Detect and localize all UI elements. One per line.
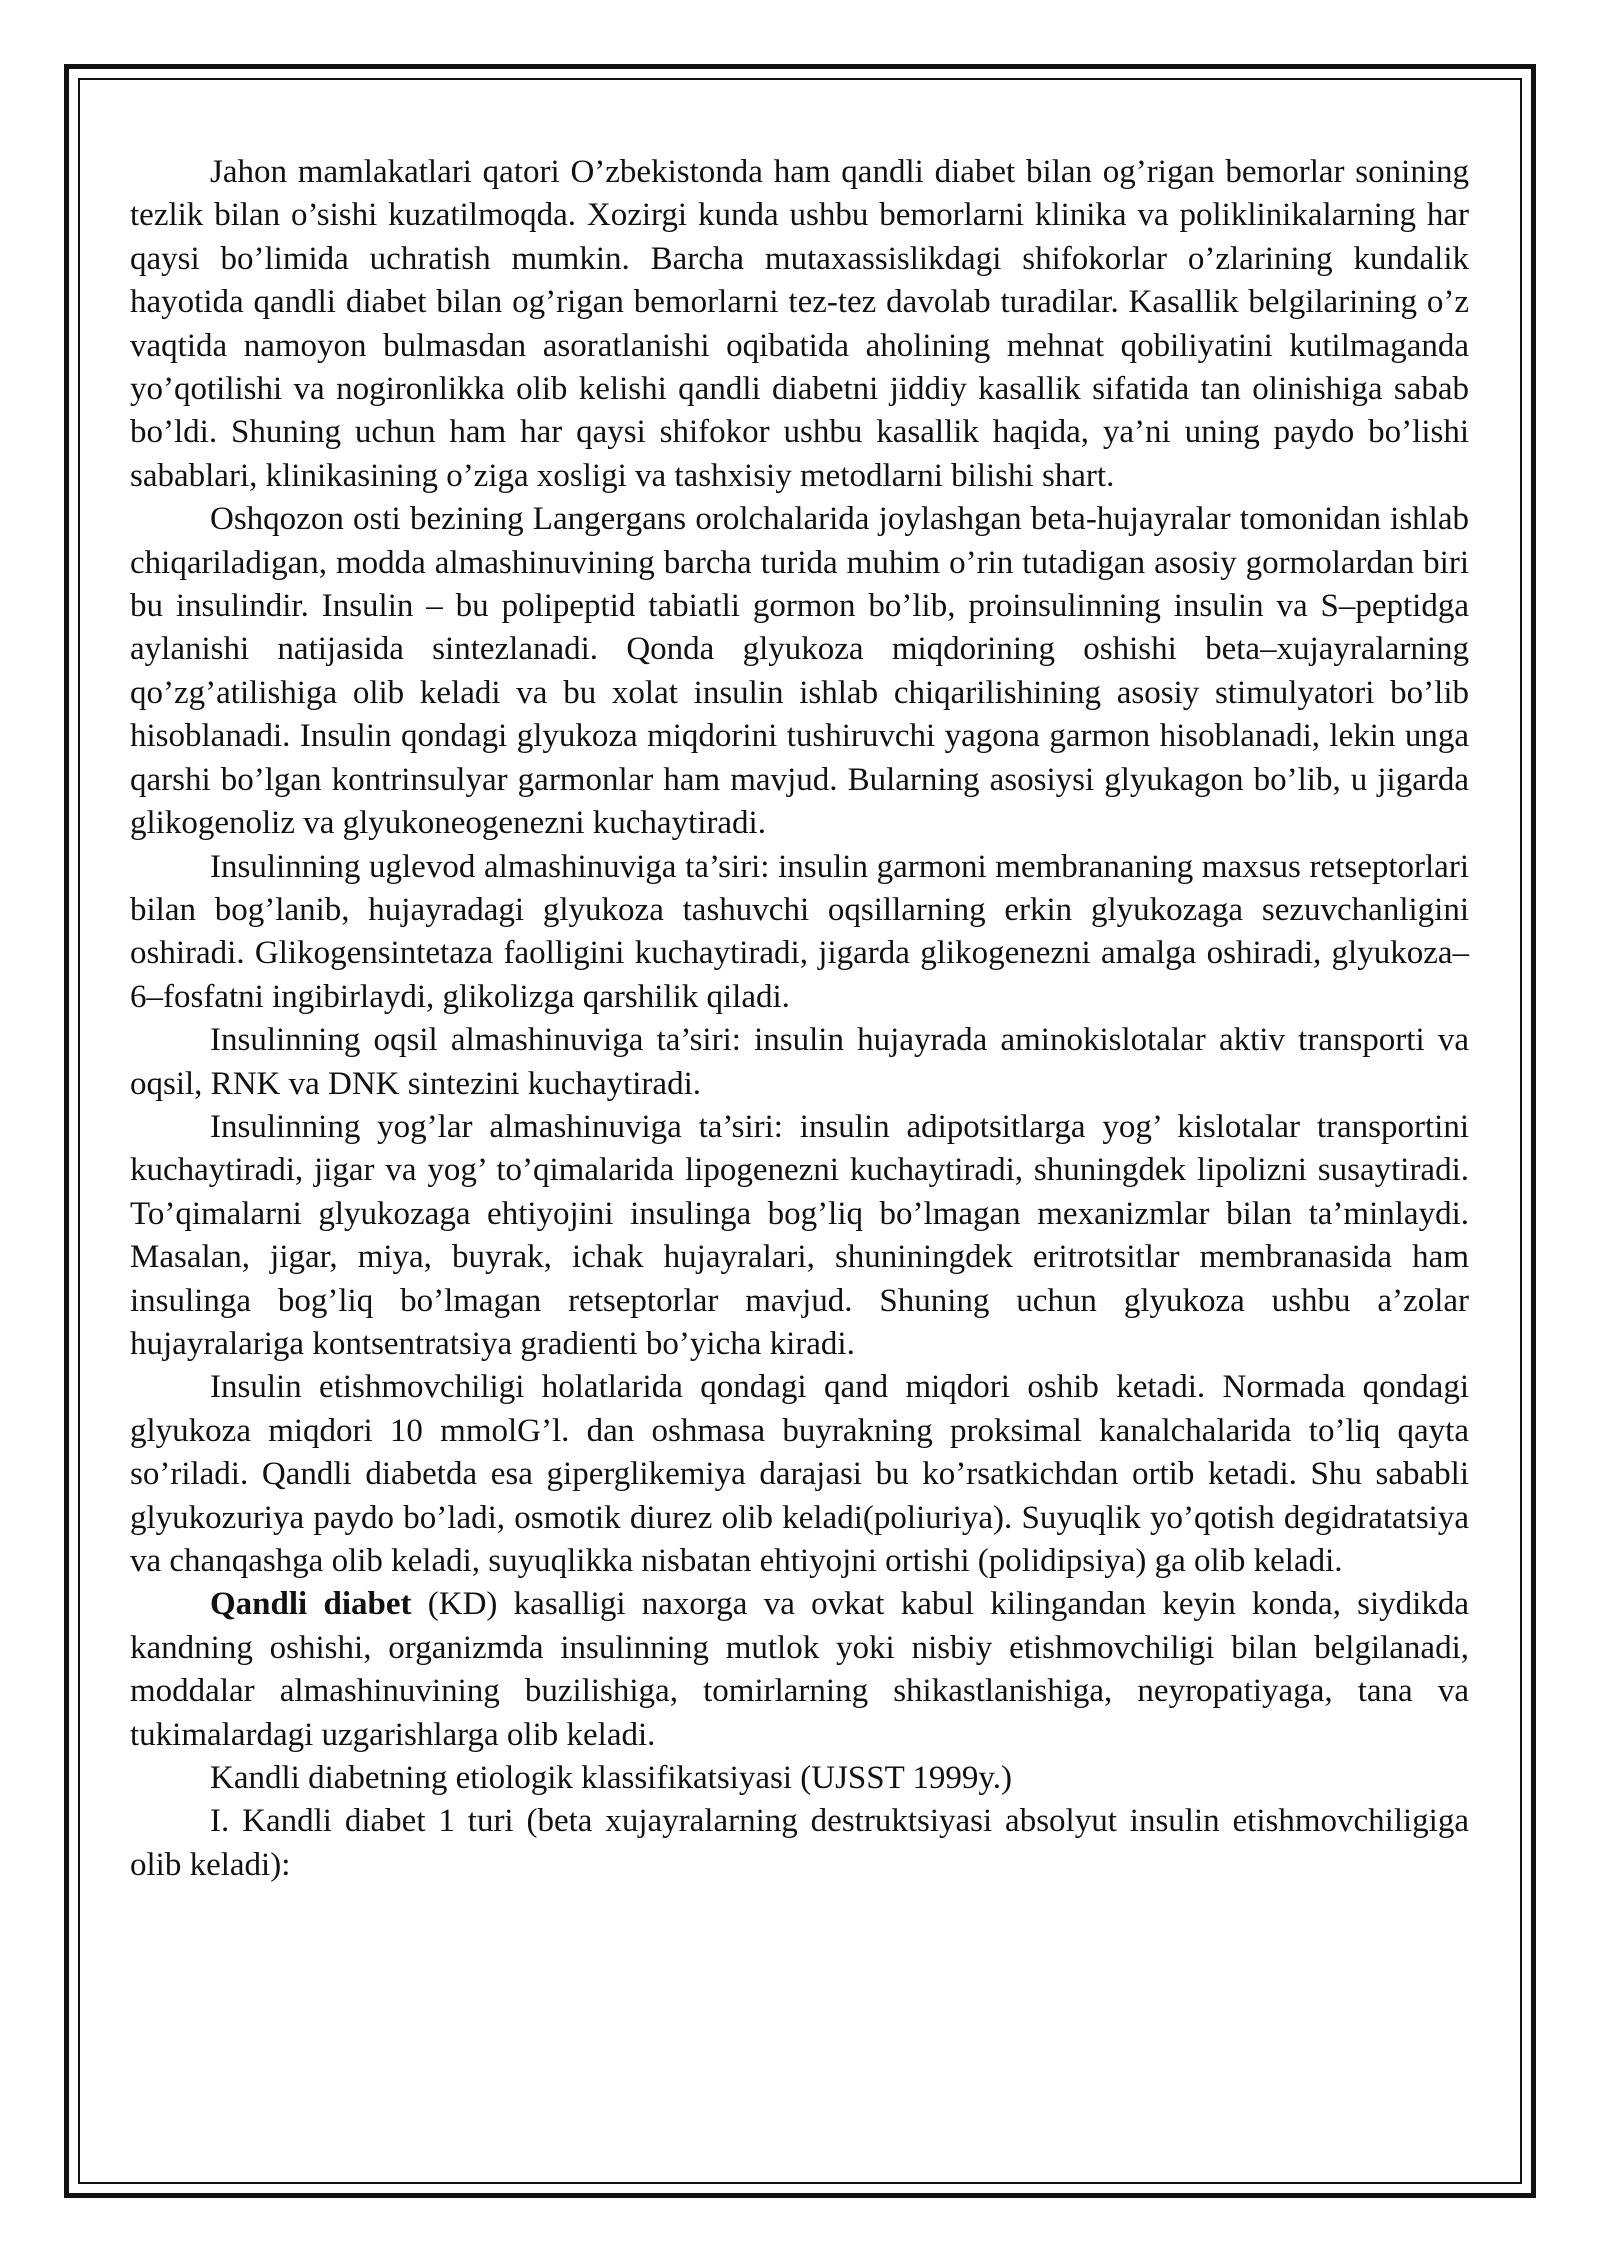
paragraph-intro: Jahon mamlakatlari qatori O’zbekistonda ham qandli diabet bilan og’rigan bemorlar sonining tezlik bilan o’sishi kuzatilmoqda. Xozirgi kunda ushbu bemorlarni klinika va poliklinikalarning har qaysi bo’limida uchratish mumkin. Barcha mutaxassislikdagi shifokorlar o’zlarining kundalik hayotida qandli diabet bilan og’rigan bemorlarni tez-tez davolab turadilar. Kasallik belgilarining o’z vaqtida namoyon bulmasdan asoratlanishi oqibatida aholining mehnat qobiliyatini kutilmaganda yo’qotilishi va nogironlikka olib kelishi qandli diabetni jiddiy kasallik sifatida tan olinishiga sabab bo’ldi. Shuning uchun ham har qaysi shifokor ushbu kasallik haqida, ya’ni uning paydo bo’lishi sabablari, klinikasining o’ziga xosligi va tashxisiy metodlarni bilishi shart. <box>130 154 1469 494</box>
paragraph-carbohydrate-metabolism: Insulinning uglevod almashinuviga ta’siri: insulin garmoni membrananing maxsus retseptorlari bilan bog’lanib, hujayradagi glyukoza tashuvchi oqsillarning erkin glyukozaga sezuvchanligini oshiradi. Glikogensintetaza faolligini kuchaytiradi, jigarda glikogenezni amalga oshiradi, glyukoza–6–fosfatni ingibirlaydi, glikolizga qarshilik qiladi. <box>130 848 1469 1015</box>
paragraph-diabetes-definition <box>130 1583 1469 1757</box>
paragraph-type-1: I. Kandli diabet 1 turi (beta xujayralarning destruktsiyasi absolyut insulin etishmovchiligiga olib keladi): <box>130 1803 1469 1883</box>
document-body <box>130 151 1469 1887</box>
definition-text: (KD) kasalligi naxorga va ovkat kabul kilingandan keyin konda, siydikda kandning oshishi, organizmda insulinning mutlok yoki nisbiy etishmovchiligi bilan belgilanadi, moddalar almashinuvining buzilishiga, tomirlarning shikastlanishiga, neyropatiyaga, tana va tukimalardagi uzgarishlarga olib keladi. <box>130 1586 1469 1753</box>
paragraph-protein-metabolism: Insulinning oqsil almashinuviga ta’siri: insulin hujayrada aminokislotalar aktiv transporti va oqsil, RNK va DNK sintezini kuchaytiradi. <box>130 1022 1469 1102</box>
paragraph-insulin-deficiency: Insulin etishmovchiligi holatlarida qondagi qand miqdori oshib ketadi. Normada qondagi glyukoza miqdori 10 mmolG’l. dan oshmasa buyrakning proksimal kanalchalarida to’liq qayta so’riladi. Qandli diabetda esa giperglikemiya darajasi bu ko’rsatkichdan ortib ketadi. Shu sababli glyukozuriya paydo bo’ladi, osmotik diurez olib keladi(poliuriya). Suyuqlik yo’qotish degidratatsiya va chanqashga olib keladi, suyuqlikka nisbatan ehtiyojni ortishi (polidipsiya) ga olib keladi. <box>130 1369 1469 1579</box>
term-qandli-diabet: Qandli diabet <box>210 1586 412 1623</box>
paragraph-classification-heading: Kandli diabetning etiologik klassifikatsiyasi (UJSST 1999y.) <box>210 1760 1013 1797</box>
paragraph-fat-metabolism: Insulinning yog’lar almashinuviga ta’siri: insulin adipotsitlarga yog’ kislotalar transportini kuchaytiradi, jigar va yog’ to’qimalarida lipogenezni kuchaytiradi, shuningdek lipolizni susaytiradi. To’qimalarni glyukozaga ehtiyojini insulinga bog’liq bo’lmagan mexanizmlar bilan ta’minlaydi. Masalan, jigar, miya, buyrak, ichak hujayralari, shuniningdek eritrotsitlar membranasida ham insulinga bog’liq bo’lmagan retseptorlar mavjud. Shuning uchun glyukoza ushbu a’zolar hujayralariga kontsentratsiya gradienti bo’yicha kiradi. <box>130 1108 1469 1362</box>
paragraph-insulin-synthesis: Oshqozon osti bezining Langergans orolchalarida joylashgan beta-hujayralar tomonidan ishlab chiqariladigan, modda almashinuvining barcha turida muhim o’rin tutadigan asosiy gormolardan biri bu insulindir. Insulin – bu polipeptid tabiatli gormon bo’lib, proinsulinning insulin va S–peptidga aylanishi natijasida sintezlanadi. Qonda glyukoza miqdorining oshishi beta–xujayralarning qo’zg’atilishiga olib keladi va bu xolat insulin ishlab chiqarilishining asosiy stimulyatori bo’lib hisoblanadi. Insulin qondagi glyukoza miqdorini tushiruvchi yagona garmon hisoblanadi, lekin unga qarshi bo’lgan kontrinsulyar garmonlar ham mavjud. Bularning asosiysi glyukagon bo’lib, u jigarda glikogenoliz va glyukoneogenezni kuchaytiradi. <box>130 501 1469 842</box>
